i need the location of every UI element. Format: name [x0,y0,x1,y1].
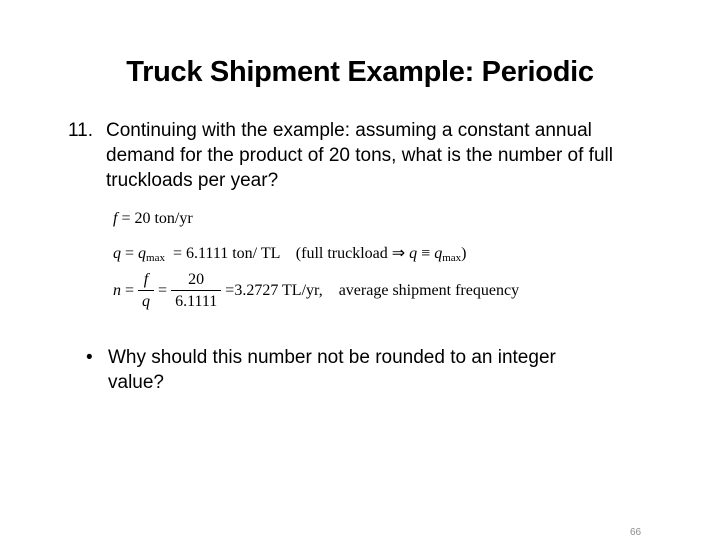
eq2-equals-2: = [172,245,183,262]
fraction-20-over-6 [171,270,221,313]
eq3-equals: = [125,282,135,300]
eq2-equiv: ≡ [421,245,431,262]
eq3-note: average shipment frequency [338,282,520,300]
eq2-max-subscript: max [146,252,165,264]
item-number: 11. [68,120,94,141]
eq2-equals: = [125,245,135,262]
eq2-q: q [113,245,121,262]
eq2-close: ) [461,245,467,262]
fraction-f-over-q [138,270,154,313]
equation-frequency [113,270,519,313]
eq3-equals-3: = [225,282,235,300]
eq2-paren-text: (full truckload ⇒ [295,245,406,262]
eq2-q2: q [409,245,418,262]
eq1-rhs: 20 ton/yr [134,210,193,227]
equation-demand [113,210,193,228]
eq2-qmax: q [138,245,147,262]
frac1-numerator: f [138,270,154,291]
frac2-numerator: 20 [171,270,221,291]
eq3-result: 3.2727 TL/yr, [234,282,323,300]
frac1-denominator: q [142,293,151,310]
bullet-icon: • [86,347,93,368]
eq1-lhs: f [113,210,118,227]
eq2-value: 6.1111 ton/ TL [186,245,280,262]
eq3-n: n [113,282,121,300]
item-text: Continuing with the example: assuming a constant annual demand for the product of 20 tons, what is the number of full truckloads per year? [106,120,613,191]
equation-shipment-size [113,243,466,263]
eq2-max-subscript-2: max [442,252,462,264]
eq1-equals: = [121,210,131,227]
eq3-equals-2: = [158,282,168,300]
bullet-text: Why should this number not be rounded to an integer value? [108,347,556,393]
frac2-denominator: 6.1111 [175,293,218,310]
slide-title: Truck Shipment Example: Periodic [126,56,594,88]
eq2-q3: q [434,245,443,262]
page-number: 66 [630,527,642,538]
